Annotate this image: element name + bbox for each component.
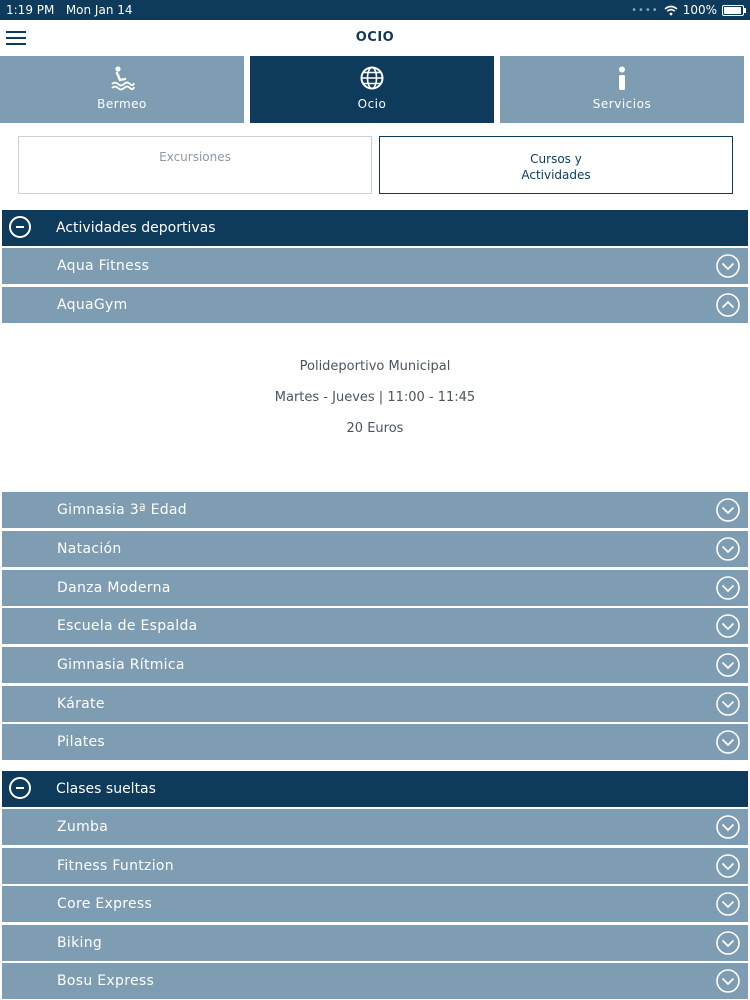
list-item-biking[interactable] (2, 925, 748, 961)
list-item-aqua-fitness[interactable] (2, 248, 748, 284)
chevron-down-icon (716, 614, 740, 638)
list-item-escuela-de-espalda[interactable] (2, 608, 748, 644)
tab-label-bermeo: Bermeo (97, 97, 147, 111)
globe-icon (359, 65, 385, 91)
page-title: OCIO (355, 30, 395, 45)
segment-cursos-actividades[interactable] (379, 136, 733, 194)
status-right (631, 3, 744, 17)
segment-excursiones-label: Excursiones (159, 150, 231, 164)
main-tabs (0, 56, 750, 123)
section-title: Clases sueltas (56, 781, 156, 797)
chevron-down-icon (716, 815, 740, 839)
list-item-karate[interactable] (2, 686, 748, 722)
aquagym-details (2, 324, 748, 490)
chevron-down-icon (716, 498, 740, 522)
chevron-down-icon (716, 854, 740, 878)
tab-servicios[interactable] (500, 56, 744, 123)
detail-location: Polideportivo Municipal (299, 359, 451, 374)
list-item-zumba[interactable] (2, 809, 748, 845)
list-item-bosu-express[interactable] (2, 963, 748, 999)
list-item-natacion[interactable] (2, 531, 748, 567)
list-item-pilates[interactable] (2, 724, 748, 760)
list-item-fitness-funtzion[interactable] (2, 848, 748, 884)
status-time: 1:19 PM (6, 3, 55, 17)
list-item-gimnasia-ritmica[interactable] (2, 647, 748, 683)
status-bar (0, 0, 750, 20)
chevron-down-icon (716, 730, 740, 754)
list-item-label: Danza Moderna (57, 580, 171, 596)
chevron-down-icon (716, 254, 740, 278)
list-item-label: Escuela de Espalda (57, 618, 198, 634)
list-item-danza-moderna[interactable] (2, 570, 748, 606)
segment-cursos-line2: Actividades (521, 168, 591, 182)
chevron-down-icon (716, 892, 740, 916)
list-item-label: Core Express (57, 896, 153, 912)
list-item-label: Biking (57, 935, 103, 951)
tab-ocio[interactable] (250, 56, 494, 123)
chevron-down-icon (716, 692, 740, 716)
list-item-label: Gimnasia 3ª Edad (57, 502, 187, 518)
section-title: Actividades deportivas (56, 220, 216, 236)
wifi-icon (664, 5, 678, 16)
list-item-core-express[interactable] (2, 886, 748, 922)
collapse-circle-icon (9, 777, 31, 799)
list-item-label: Natación (57, 541, 122, 557)
list-item-label: Pilates (57, 734, 105, 750)
list-item-gimnasia-3a-edad[interactable] (2, 492, 748, 528)
list-item-label: AquaGym (57, 297, 128, 313)
tab-label-servicios: Servicios (592, 97, 652, 111)
list-item-label: Bosu Express (57, 973, 155, 989)
list-item-label: Aqua Fitness (57, 258, 150, 274)
battery-percent: 100% (682, 3, 717, 17)
chevron-up-icon (716, 293, 740, 317)
chevron-down-icon (716, 576, 740, 600)
chevron-down-icon (716, 969, 740, 993)
section-header-actividades-deportivas[interactable] (2, 210, 748, 246)
segment-excursiones[interactable] (18, 136, 372, 194)
chevron-down-icon (716, 537, 740, 561)
list-item-label: Fitness Funtzion (57, 858, 174, 874)
swimmer-icon (109, 65, 135, 91)
detail-price: 20 Euros (346, 421, 404, 436)
signal-dots-icon: •••• (631, 4, 659, 16)
nav-bar (0, 20, 750, 56)
tab-label-ocio: Ocio (357, 97, 387, 111)
info-icon (609, 65, 635, 91)
collapse-circle-icon (9, 216, 31, 238)
chevron-down-icon (716, 931, 740, 955)
section-header-clases-sueltas[interactable] (2, 771, 748, 807)
list-item-label: Zumba (57, 819, 109, 835)
list-item-aquagym[interactable] (2, 287, 748, 323)
segment-cursos-line1: Cursos y (530, 152, 582, 166)
battery-icon (722, 5, 744, 16)
chevron-down-icon (716, 653, 740, 677)
detail-schedule: Martes - Jueves | 11:00 - 11:45 (274, 390, 476, 405)
list-item-label: Gimnasia Rítmica (57, 657, 185, 673)
status-date: Mon Jan 14 (65, 3, 133, 17)
list-item-label: Kárate (57, 696, 105, 712)
tab-bermeo[interactable] (0, 56, 244, 123)
status-time-date (6, 3, 133, 17)
